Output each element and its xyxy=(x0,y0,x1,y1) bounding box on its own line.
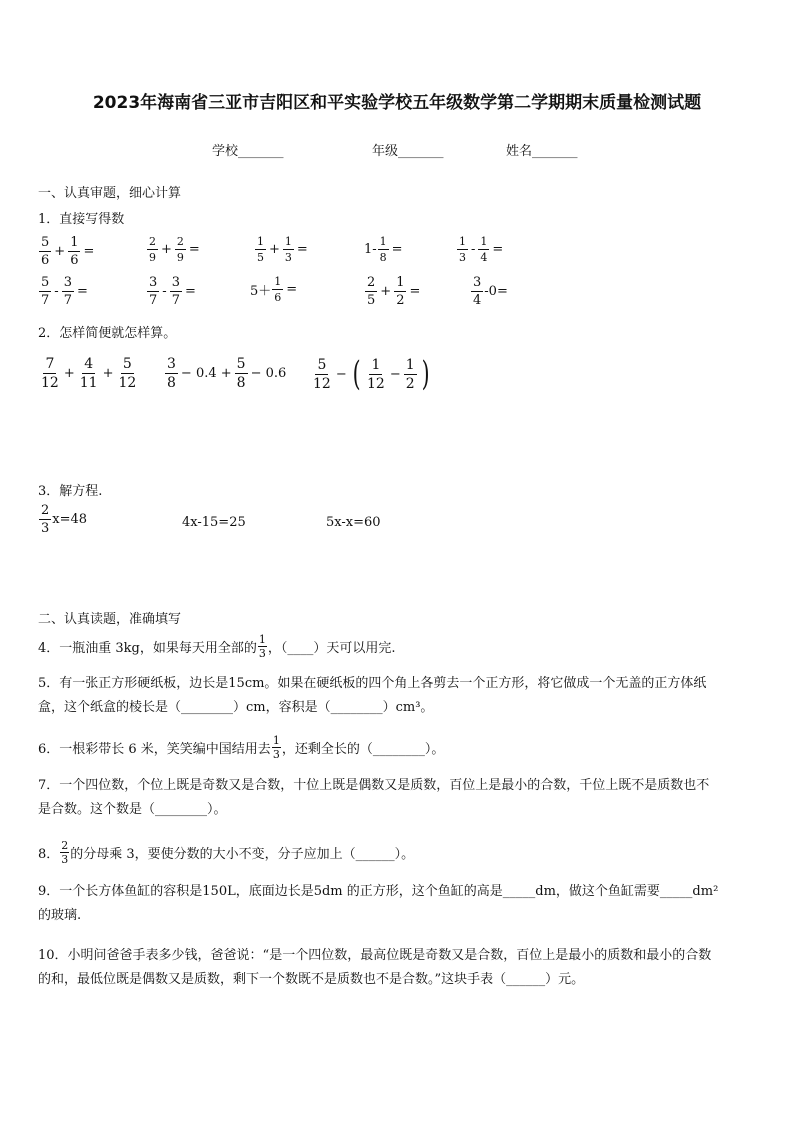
fraction: $\frac{5}{12}$ xyxy=(313,356,331,392)
fraction: $\frac{1}{6}$ xyxy=(274,275,282,304)
q2-expr-2: $\frac{3}{8}$ − 0.4 + $\frac{5}{8}$ − 0.6 xyxy=(167,356,287,391)
fraction: $\frac{5}{6}$ xyxy=(41,235,50,268)
fraction: $\frac{7}{12}$ xyxy=(41,356,59,391)
q1-r1-item-5: $\frac{1}{3}$ - $\frac{1}{4}$ = xyxy=(459,235,504,264)
right-paren: ) xyxy=(421,354,430,394)
fraction: $\frac{1}{3}$ xyxy=(258,633,266,660)
fraction: $\frac{2}{5}$ xyxy=(367,275,376,308)
q1-r2-item-2: $\frac{3}{7}$ - $\frac{3}{7}$ = xyxy=(149,275,196,308)
fraction: $\frac{5}{7}$ xyxy=(41,275,50,308)
fraction: $\frac{1}{3}$ xyxy=(272,734,280,761)
q2-expr-3: $\frac{5}{12}$ − ( $\frac{1}{12}$ − $\frac{1}{2}$ ) xyxy=(313,354,430,394)
name-field: 姓名_______ xyxy=(506,144,578,159)
fraction: $\frac{1}{12}$ xyxy=(367,356,385,392)
q3-equation-3: 5x-x=60 xyxy=(326,515,381,530)
fraction: $\frac{2}{3}$ xyxy=(41,503,50,536)
q1-label: 1．直接写得数 xyxy=(38,212,125,227)
q2-expr-1: $\frac{7}{12}$ + $\frac{4}{11}$ + $\frac{5}{12}$ xyxy=(41,356,137,391)
question-7: 7．一个四位数，个位上既是奇数又是合数，十位上既是偶数又是质数，百位上是最小的合数，千位上既不是质数也不 是合数。这个数是（________）。 xyxy=(38,778,710,817)
fraction: $\frac{2}{9}$ xyxy=(176,235,184,264)
fraction: $\frac{3}{7}$ xyxy=(171,275,180,308)
question-9: 9．一个长方体鱼缸的容积是150L，底面边长是5dm 的正方形，这个鱼缸的高是_____dm，做这个鱼缸需要_____dm² 的玻璃. xyxy=(38,884,719,923)
fraction: $\frac{1}{4}$ xyxy=(480,235,488,264)
question-6: 6．一根彩带长 6 米，笑笑编中国结用去 $\frac{1}{3}$ ，还剩全长的（________）。 xyxy=(38,734,445,761)
q1-r1-item-3: $\frac{1}{5}$ + $\frac{1}{3}$ = xyxy=(257,235,308,264)
q1-r2-item-3: 5＋ $\frac{1}{6}$ = xyxy=(250,275,298,304)
fraction: $\frac{1}{6}$ xyxy=(70,235,79,268)
fraction: $\frac{2}{3}$ xyxy=(61,839,69,866)
fraction: $\frac{5}{8}$ xyxy=(236,356,246,391)
left-paren: ( xyxy=(352,354,361,394)
q1-r1-item-4: 1- $\frac{1}{8}$ = xyxy=(364,235,403,264)
fraction: $\frac{5}{12}$ xyxy=(118,356,137,391)
fraction: $\frac{1}{2}$ xyxy=(396,275,405,308)
q1-r2-item-5: $\frac{3}{4}$ -0= xyxy=(473,275,508,308)
fraction: $\frac{3}{8}$ xyxy=(167,356,176,391)
fraction: $\frac{1}{3}$ xyxy=(284,235,292,264)
q3-equation-1: $\frac{2}{3}$ x=48 xyxy=(41,503,88,536)
page-title: 2023年海南省三亚市吉阳区和平实验学校五年级数学第二学期期末质量检测试题 xyxy=(92,93,702,113)
fraction: $\frac{3}{7}$ xyxy=(63,275,72,308)
q1-r2-item-4: $\frac{2}{5}$ + $\frac{1}{2}$ = xyxy=(367,275,421,308)
section-2-heading: 二、认真读题，准确填写 xyxy=(38,612,182,627)
question-10: 10．小明问爸爸手表多少钱，爸爸说：“是一个四位数，最高位既是奇数又是合数，百位上是最小的质数和最小的合数 的和，最低位既是偶数又是质数，剩下一个数既不是质数也不是合数。”这块手表（______）元。 xyxy=(38,948,712,987)
fraction: $\frac{3}{4}$ xyxy=(473,275,482,308)
q1-r2-item-1: $\frac{5}{7}$ - $\frac{3}{7}$ = xyxy=(41,275,88,308)
fraction: $\frac{3}{7}$ xyxy=(149,275,158,308)
fraction: $\frac{1}{3}$ xyxy=(459,235,466,264)
question-5: 5．有一张正方形硬纸板，边长是15cm。如果在硬纸板的四个角上各剪去一个正方形，将它做成一个无盖的正方体纸 盒，这个纸盒的棱长是（________）cm，容积是（________）cm³。 xyxy=(38,676,707,715)
school-field: 学校_______ xyxy=(212,144,284,159)
fraction: $\frac{4}{11}$ xyxy=(79,356,98,391)
q3-equation-2: 4x-15=25 xyxy=(182,515,246,530)
q3-label: 3．解方程. xyxy=(38,484,103,499)
question-8: 8． $\frac{2}{3}$ 的分母乘 3，要使分数的大小不变，分子应加上（______）。 xyxy=(38,839,415,866)
section-1-heading: 一、认真审题，细心计算 xyxy=(38,186,182,201)
fraction: $\frac{1}{2}$ xyxy=(405,356,415,392)
fraction: $\frac{2}{9}$ xyxy=(149,235,156,264)
q1-r1-item-2: $\frac{2}{9}$ + $\frac{2}{9}$ = xyxy=(149,235,200,264)
grade-field: 年级_______ xyxy=(372,144,444,159)
q1-r1-item-1: $\frac{5}{6}$ + $\frac{1}{6}$ = xyxy=(41,235,95,268)
question-4: 4．一瓶油重 3kg，如果每天用全部的 $\frac{1}{3}$ ，（____）天可以用完. xyxy=(38,633,396,660)
fraction: $\frac{1}{8}$ xyxy=(379,235,387,264)
fraction: $\frac{1}{5}$ xyxy=(257,235,264,264)
q2-label: 2．怎样简便就怎样算。 xyxy=(38,326,177,341)
